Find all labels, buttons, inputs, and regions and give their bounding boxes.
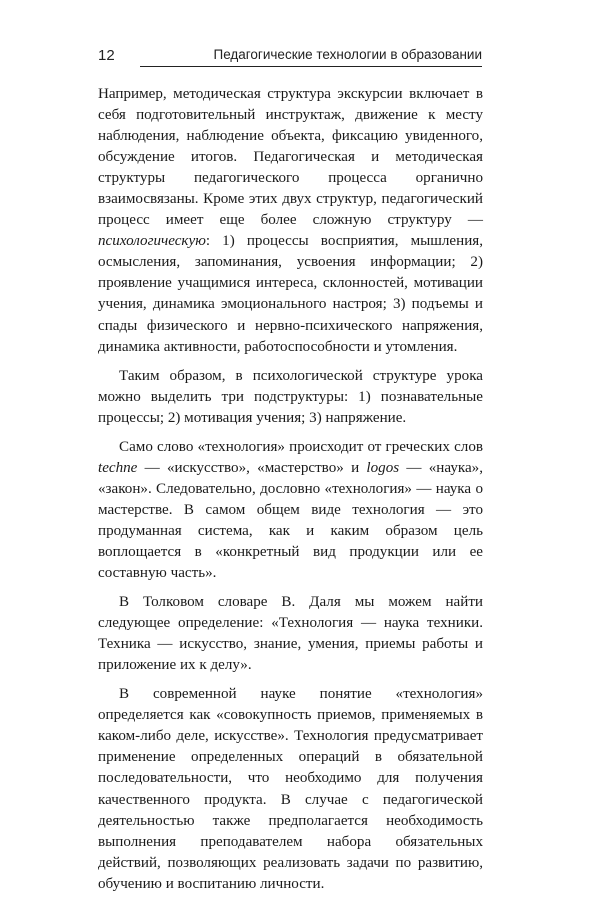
paragraph-1-text-after: : 1) процессы восприятия, мышления, осмысления, запоминания, усвоения информации; 2) проявление учащимися интереса, склонностей, мотивации учения, динамика эмоционального настроя; 3) подъемы и спады физического и нервно-психического напряжения, динамика активности, работоспособности и утомления. xyxy=(98,233,483,355)
header-rule xyxy=(140,66,482,67)
paragraph-1 xyxy=(98,84,483,358)
body-text xyxy=(98,84,483,903)
paragraph-5: В современной науке понятие «технология» определяется как «совокупность приемов, применяемых в каком-либо деле, искусстве». Технология предусматривает применение определенных операций в обязательной последовательности, что необходимо для получения качественного продукта. В случае с педагогической деятельностью также предполагается необходимость выполнения преподавателем набора обязательных действий, позволяющих реализовать задачи по развитию, обучению и воспитанию личности. xyxy=(98,686,483,892)
running-head xyxy=(98,44,482,68)
emphasis-psychological: психологическую xyxy=(98,233,206,250)
emphasis-techne: techne xyxy=(98,459,138,476)
paragraph-3 xyxy=(98,437,483,584)
paragraph-3-text-after: — «наука», «закон». Следовательно, дословно «технология» — наука о мастерстве. В самом общем виде технология — это продуманная система, как и каким образом цель воплощается в «конкретный вид продукции или ее составную часть». xyxy=(98,459,483,582)
paragraph-1-text-before: Например, методическая структура экскурсии включает в себя подготовительный инструктаж, движение к месту наблюдения, наблюдение объекта, фиксацию увиденного, обсуждение итогов. Педагогическая и методическая структуры педагогического процесса органично взаимосвязаны. Кроме этих двух структур, педагогический процесс имеет еще более сложную структуру — xyxy=(98,86,483,229)
paragraph-4: В Толковом словаре В. Даля мы можем найти следующее определение: «Технология — наука техники. Техника — искусство, знание, умения, приемы работы и приложение их к делу». xyxy=(98,594,483,674)
emphasis-logos: logos xyxy=(366,459,400,476)
running-title: Педагогические технологии в образовании xyxy=(213,47,482,62)
paragraph-3-text-middle: — «искусство», «мастерство» и xyxy=(137,459,367,476)
page-number: 12 xyxy=(98,47,115,64)
paragraph-3-text-before: Само слово «технология» происходит от греческих слов xyxy=(119,438,483,455)
paragraph-2: Таким образом, в психологической структуре урока можно выделить три подструктуры: 1) познавательные процессы; 2) мотивация учения; 3) напряжение. xyxy=(98,367,483,426)
